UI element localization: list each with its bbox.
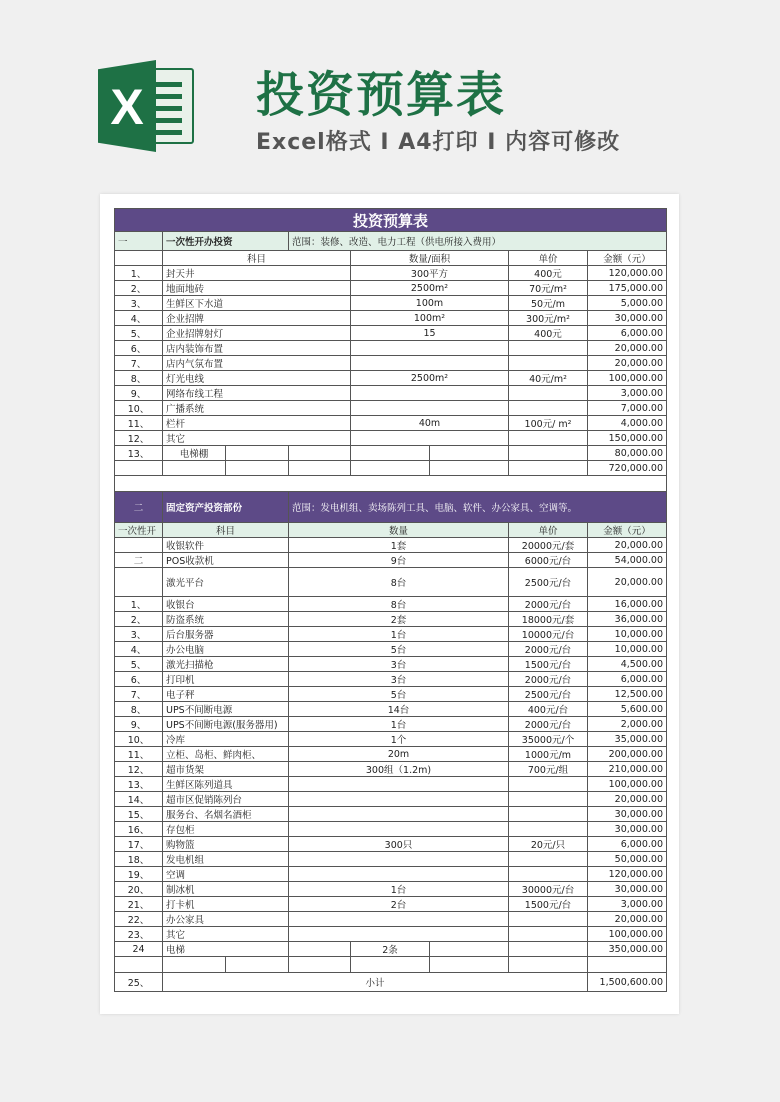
- table-row: [115, 717, 667, 732]
- row-item[interactable]: 生鲜区下水道: [163, 296, 351, 311]
- table-row: [115, 867, 667, 882]
- row-qty[interactable]: [289, 777, 509, 792]
- row-item[interactable]: 防盗系统: [163, 612, 289, 627]
- row-number[interactable]: 二: [115, 553, 163, 568]
- spreadsheet-sheet: [100, 194, 679, 1014]
- row-amount[interactable]: 200,000.00: [588, 747, 667, 762]
- cell[interactable]: [226, 957, 289, 973]
- row-qty[interactable]: 1台: [289, 717, 509, 732]
- row-amount[interactable]: 10,000.00: [588, 627, 667, 642]
- header-qty[interactable]: 数量/面积: [351, 251, 509, 266]
- sheet-title-row: [115, 209, 667, 232]
- row-amount[interactable]: 100,000.00: [588, 927, 667, 942]
- row-price[interactable]: 30000元/台: [509, 882, 588, 897]
- row-qty[interactable]: 15: [351, 326, 509, 341]
- row-number[interactable]: 11、: [115, 416, 163, 431]
- row-item[interactable]: 超市区促销陈列台: [163, 792, 289, 807]
- row-item[interactable]: 收银台: [163, 597, 289, 612]
- row-amount[interactable]: 50,000.00: [588, 852, 667, 867]
- row-price[interactable]: [509, 822, 588, 837]
- row-number[interactable]: 23、: [115, 927, 163, 942]
- row-amount[interactable]: 4,000.00: [588, 416, 667, 431]
- row-price[interactable]: 2500元/台: [509, 687, 588, 702]
- row-price[interactable]: [509, 431, 588, 446]
- row-qty[interactable]: 100m²: [351, 311, 509, 326]
- row-number[interactable]: 20、: [115, 882, 163, 897]
- table-row: [115, 296, 667, 311]
- row-item[interactable]: 购物篮: [163, 837, 289, 852]
- row-number[interactable]: 8、: [115, 371, 163, 386]
- row-price[interactable]: 10000元/台: [509, 627, 588, 642]
- row-item[interactable]: 生鲜区陈列道具: [163, 777, 289, 792]
- row-qty[interactable]: [351, 341, 509, 356]
- table-row: [115, 266, 667, 281]
- row-qty[interactable]: [289, 927, 509, 942]
- table-row: [115, 597, 667, 612]
- row-qty[interactable]: 300平方: [351, 266, 509, 281]
- table-row: [115, 371, 667, 386]
- row-price[interactable]: 400元: [509, 266, 588, 281]
- section1-scope[interactable]: 范围：装修、改造、电力工程（供电所接入费用）: [289, 232, 667, 251]
- row-qty[interactable]: [351, 431, 509, 446]
- row-price[interactable]: [509, 792, 588, 807]
- row-number[interactable]: 3、: [115, 627, 163, 642]
- section2-scope[interactable]: 范围：发电机组、卖场陈列工具、电脑、软件、办公家具、空调等。: [289, 492, 667, 523]
- row-qty[interactable]: [351, 401, 509, 416]
- row-amount[interactable]: 6,000.00: [588, 326, 667, 341]
- section2-column-headers: [115, 523, 667, 538]
- row-number[interactable]: 7、: [115, 356, 163, 371]
- row-amount[interactable]: 20,000.00: [588, 912, 667, 927]
- table-row: [115, 341, 667, 356]
- row-item[interactable]: 发电机组: [163, 852, 289, 867]
- row-item[interactable]: 企业招牌: [163, 311, 351, 326]
- row-number[interactable]: 12、: [115, 762, 163, 777]
- table-row: [115, 401, 667, 416]
- row-amount[interactable]: 30,000.00: [588, 882, 667, 897]
- row-number[interactable]: 19、: [115, 867, 163, 882]
- row-item[interactable]: 网络布线工程: [163, 386, 351, 401]
- row-amount[interactable]: 150,000.00: [588, 431, 667, 446]
- table-row: [115, 386, 667, 401]
- row-price[interactable]: [509, 341, 588, 356]
- table-row: [115, 912, 667, 927]
- row-amount[interactable]: 3,000.00: [588, 386, 667, 401]
- cell[interactable]: [351, 957, 430, 973]
- row-item[interactable]: 收银软件: [163, 538, 289, 553]
- row-number[interactable]: 22、: [115, 912, 163, 927]
- row-qty[interactable]: 1台: [289, 882, 509, 897]
- row-number[interactable]: 9、: [115, 386, 163, 401]
- row-price[interactable]: 400元: [509, 326, 588, 341]
- row-item[interactable]: POS收款机: [163, 553, 289, 568]
- row-number[interactable]: 10、: [115, 732, 163, 747]
- row-item[interactable]: 店内装饰布置: [163, 341, 351, 356]
- header-item[interactable]: 科目: [163, 251, 351, 266]
- row-amount[interactable]: 350,000.00: [588, 942, 667, 957]
- page-title: 投资预算表: [256, 67, 507, 123]
- row-price[interactable]: 1500元/台: [509, 657, 588, 672]
- cell[interactable]: [430, 942, 509, 957]
- row-price[interactable]: 700元/组: [509, 762, 588, 777]
- table-row: [115, 568, 667, 597]
- table-row: [115, 792, 667, 807]
- header-amount[interactable]: 金额（元）: [588, 523, 667, 538]
- row-amount[interactable]: 120,000.00: [588, 867, 667, 882]
- row-item[interactable]: UPS不间断电源(服务器用): [163, 717, 289, 732]
- row-qty[interactable]: [289, 807, 509, 822]
- table-row: [115, 852, 667, 867]
- row-item[interactable]: 电梯: [163, 942, 289, 957]
- table-row: [115, 356, 667, 371]
- row-qty[interactable]: 1套: [289, 538, 509, 553]
- cell[interactable]: [115, 461, 163, 476]
- row-price[interactable]: [509, 852, 588, 867]
- table-row: [115, 837, 667, 852]
- row-item[interactable]: 电梯棚: [163, 446, 226, 461]
- table-row: [115, 672, 667, 687]
- row-price[interactable]: 2000元/台: [509, 672, 588, 687]
- table-row: [115, 777, 667, 792]
- table-row: [115, 281, 667, 296]
- table-row: [115, 762, 667, 777]
- row-amount[interactable]: 35,000.00: [588, 732, 667, 747]
- cell[interactable]: [163, 461, 226, 476]
- cell[interactable]: [226, 446, 289, 461]
- table-row: [115, 807, 667, 822]
- row-item[interactable]: 地面地砖: [163, 281, 351, 296]
- cell[interactable]: [588, 957, 667, 973]
- cell[interactable]: [509, 957, 588, 973]
- row-qty[interactable]: [351, 356, 509, 371]
- cell[interactable]: [509, 446, 588, 461]
- row-amount[interactable]: 20,000.00: [588, 356, 667, 371]
- section2-name[interactable]: 固定资产投资部份: [163, 492, 289, 523]
- row-price[interactable]: 1500元/台: [509, 897, 588, 912]
- row-price[interactable]: 40元/m²: [509, 371, 588, 386]
- row-number[interactable]: 18、: [115, 852, 163, 867]
- cell[interactable]: [509, 461, 588, 476]
- row-item[interactable]: 制冰机: [163, 882, 289, 897]
- row-price[interactable]: 18000元/套: [509, 612, 588, 627]
- row-item[interactable]: 栏杆: [163, 416, 351, 431]
- row-price[interactable]: 2000元/台: [509, 642, 588, 657]
- row-qty[interactable]: 5台: [289, 642, 509, 657]
- row-qty[interactable]: 8台: [289, 597, 509, 612]
- row-item[interactable]: 立柜、岛柜、鲜肉柜、: [163, 747, 289, 762]
- row-amount[interactable]: 30,000.00: [588, 822, 667, 837]
- cell[interactable]: [289, 957, 351, 973]
- page-header: [0, 0, 780, 190]
- row-amount[interactable]: 36,000.00: [588, 612, 667, 627]
- row-item[interactable]: 服务台、名烟名酒柜: [163, 807, 289, 822]
- header-item[interactable]: 科目: [163, 523, 289, 538]
- row-number[interactable]: 1、: [115, 266, 163, 281]
- row-qty[interactable]: 2500m²: [351, 371, 509, 386]
- table-row: [115, 897, 667, 912]
- table-row: [115, 957, 667, 973]
- row-price[interactable]: 50元/m: [509, 296, 588, 311]
- table-row: [115, 882, 667, 897]
- row-amount[interactable]: 20,000.00: [588, 538, 667, 553]
- table-row: [115, 732, 667, 747]
- row-price[interactable]: 20000元/套: [509, 538, 588, 553]
- row-price[interactable]: 2000元/台: [509, 717, 588, 732]
- row-qty[interactable]: 2套: [289, 612, 509, 627]
- row-qty[interactable]: 300组（1.2m): [289, 762, 509, 777]
- row-qty[interactable]: [351, 386, 509, 401]
- row-amount[interactable]: 54,000.00: [588, 553, 667, 568]
- row-amount[interactable]: 4,500.00: [588, 657, 667, 672]
- row-amount[interactable]: 20,000.00: [588, 792, 667, 807]
- row-qty[interactable]: 20m: [289, 747, 509, 762]
- table-row: [115, 822, 667, 837]
- row-number[interactable]: 8、: [115, 702, 163, 717]
- header-amount[interactable]: 金额（元）: [588, 251, 667, 266]
- section1-name[interactable]: 一次性开办投资: [163, 232, 289, 251]
- excel-logo-icon: [98, 60, 194, 152]
- budget-table: [114, 208, 667, 992]
- row-price[interactable]: 20元/只: [509, 837, 588, 852]
- table-row: [115, 416, 667, 431]
- header-qty[interactable]: 数量: [289, 523, 509, 538]
- row-item[interactable]: 超市货架: [163, 762, 289, 777]
- row-number[interactable]: 4、: [115, 311, 163, 326]
- row-qty[interactable]: 9台: [289, 553, 509, 568]
- spacer-cell[interactable]: [115, 476, 667, 492]
- cell[interactable]: [163, 957, 226, 973]
- cell[interactable]: [509, 942, 588, 957]
- row-number[interactable]: 15、: [115, 807, 163, 822]
- row-qty[interactable]: 40m: [351, 416, 509, 431]
- row-qty[interactable]: 1台: [289, 627, 509, 642]
- row-amount[interactable]: 6,000.00: [588, 672, 667, 687]
- table-row: [115, 326, 667, 341]
- cell[interactable]: [430, 957, 509, 973]
- row-qty[interactable]: 2台: [289, 897, 509, 912]
- row-price[interactable]: [509, 807, 588, 822]
- row-number[interactable]: 17、: [115, 837, 163, 852]
- row-amount[interactable]: 3,000.00: [588, 897, 667, 912]
- row-number[interactable]: 5、: [115, 657, 163, 672]
- row-amount[interactable]: 12,500.00: [588, 687, 667, 702]
- spacer-row: [115, 476, 667, 492]
- row-item[interactable]: 存包柜: [163, 822, 289, 837]
- row-amount[interactable]: 5,600.00: [588, 702, 667, 717]
- page-subtitle: Excel格式 I A4打印 I 内容可修改: [256, 130, 621, 155]
- table-row: [115, 612, 667, 627]
- row-price[interactable]: 2500元/台: [509, 568, 588, 597]
- row-amount[interactable]: 16,000.00: [588, 597, 667, 612]
- row-price[interactable]: 70元/m²: [509, 281, 588, 296]
- row-amount[interactable]: 80,000.00: [588, 446, 667, 461]
- row-number[interactable]: 4、: [115, 642, 163, 657]
- section1-number[interactable]: 一: [115, 232, 163, 251]
- row-price[interactable]: [509, 912, 588, 927]
- row-number[interactable]: 12、: [115, 431, 163, 446]
- row-number[interactable]: 7、: [115, 687, 163, 702]
- row-amount[interactable]: 7,000.00: [588, 401, 667, 416]
- row-number[interactable]: 25、: [115, 973, 163, 992]
- cell[interactable]: [351, 461, 430, 476]
- row-price[interactable]: 6000元/台: [509, 553, 588, 568]
- row-qty[interactable]: 300只: [289, 837, 509, 852]
- header-blank[interactable]: [115, 251, 163, 266]
- table-row: [115, 942, 667, 957]
- row-qty[interactable]: 3台: [289, 672, 509, 687]
- row-item[interactable]: 店内气氛布置: [163, 356, 351, 371]
- row-qty[interactable]: 100m: [351, 296, 509, 311]
- row-number[interactable]: 11、: [115, 747, 163, 762]
- table-row: [115, 747, 667, 762]
- section2-number[interactable]: 二: [115, 492, 163, 523]
- header-price[interactable]: 单价: [509, 523, 588, 538]
- table-row: [115, 431, 667, 446]
- row-item[interactable]: 其它: [163, 927, 289, 942]
- table-row: [115, 687, 667, 702]
- row-amount[interactable]: 30,000.00: [588, 311, 667, 326]
- cell[interactable]: [351, 446, 430, 461]
- row-price[interactable]: [509, 777, 588, 792]
- table-row: [115, 657, 667, 672]
- row-amount[interactable]: 6,000.00: [588, 837, 667, 852]
- row-price[interactable]: 100元/ m²: [509, 416, 588, 431]
- table-row: [115, 927, 667, 942]
- row-amount[interactable]: 20,000.00: [588, 568, 667, 597]
- row-number[interactable]: [115, 538, 163, 553]
- row-price[interactable]: [509, 867, 588, 882]
- table-row: [115, 538, 667, 553]
- cell[interactable]: [289, 446, 351, 461]
- row-price[interactable]: 35000元/个: [509, 732, 588, 747]
- row-item[interactable]: 打卡机: [163, 897, 289, 912]
- section1-subtotal-row: [115, 461, 667, 476]
- section2-header-row: [115, 492, 667, 523]
- row-item[interactable]: 企业招牌射灯: [163, 326, 351, 341]
- cell[interactable]: [289, 942, 351, 957]
- row-item[interactable]: 办公家具: [163, 912, 289, 927]
- row-qty[interactable]: 3台: [289, 657, 509, 672]
- row-amount[interactable]: 210,000.00: [588, 762, 667, 777]
- row-item[interactable]: 打印机: [163, 672, 289, 687]
- table-row: [115, 702, 667, 717]
- row-price[interactable]: 2000元/台: [509, 597, 588, 612]
- row-number[interactable]: 5、: [115, 326, 163, 341]
- row-number[interactable]: 1、: [115, 597, 163, 612]
- row-number[interactable]: [115, 568, 163, 597]
- sheet-title: 投资预算表: [115, 209, 667, 232]
- row-price[interactable]: 400元/台: [509, 702, 588, 717]
- header-price[interactable]: 单价: [509, 251, 588, 266]
- row-qty[interactable]: 2500m²: [351, 281, 509, 296]
- row-item[interactable]: 办公电脑: [163, 642, 289, 657]
- row-item[interactable]: 灯光电线: [163, 371, 351, 386]
- row-amount[interactable]: 20,000.00: [588, 341, 667, 356]
- row-qty[interactable]: 8台: [289, 568, 509, 597]
- cell[interactable]: [226, 461, 289, 476]
- row-item[interactable]: 冷库: [163, 732, 289, 747]
- row-number[interactable]: 16、: [115, 822, 163, 837]
- row-number[interactable]: 9、: [115, 717, 163, 732]
- row-price[interactable]: [509, 927, 588, 942]
- row-amount[interactable]: 175,000.00: [588, 281, 667, 296]
- row-price[interactable]: 1000元/m: [509, 747, 588, 762]
- row-qty[interactable]: [289, 792, 509, 807]
- row-number[interactable]: 24: [115, 942, 163, 957]
- table-row: [115, 627, 667, 642]
- row-price[interactable]: [509, 401, 588, 416]
- header-no[interactable]: 一次性开: [115, 523, 163, 538]
- row-amount[interactable]: 30,000.00: [588, 807, 667, 822]
- row-qty[interactable]: 5台: [289, 687, 509, 702]
- row-item[interactable]: 激光扫描枪: [163, 657, 289, 672]
- section2-subtotal[interactable]: 1,500,600.00: [588, 973, 667, 992]
- row-price[interactable]: [509, 386, 588, 401]
- section1-subtotal[interactable]: 720,000.00: [588, 461, 667, 476]
- section1-header-row: [115, 232, 667, 251]
- row-number[interactable]: 2、: [115, 281, 163, 296]
- excel-logo-letter: X: [110, 79, 144, 135]
- row-amount[interactable]: 5,000.00: [588, 296, 667, 311]
- row-qty[interactable]: [289, 912, 509, 927]
- row-amount[interactable]: 100,000.00: [588, 777, 667, 792]
- row-qty[interactable]: [289, 822, 509, 837]
- row-item[interactable]: UPS不间断电源: [163, 702, 289, 717]
- table-row: [115, 446, 667, 461]
- row-qty[interactable]: 2条: [351, 942, 430, 957]
- row-number[interactable]: 21、: [115, 897, 163, 912]
- row-number[interactable]: 2、: [115, 612, 163, 627]
- row-price[interactable]: 300元/m²: [509, 311, 588, 326]
- row-item[interactable]: 封天井: [163, 266, 351, 281]
- row-qty[interactable]: [289, 852, 509, 867]
- cell[interactable]: [430, 461, 509, 476]
- row-amount[interactable]: 120,000.00: [588, 266, 667, 281]
- row-number[interactable]: 3、: [115, 296, 163, 311]
- cell[interactable]: [289, 461, 351, 476]
- row-price[interactable]: [509, 356, 588, 371]
- row-number[interactable]: 13、: [115, 446, 163, 461]
- row-amount[interactable]: 2,000.00: [588, 717, 667, 732]
- cell[interactable]: [430, 446, 509, 461]
- table-row: [115, 311, 667, 326]
- row-item[interactable]: 后台服务器: [163, 627, 289, 642]
- row-number[interactable]: 13、: [115, 777, 163, 792]
- row-number[interactable]: 6、: [115, 341, 163, 356]
- subtotal-label[interactable]: 小计: [163, 973, 588, 992]
- row-qty[interactable]: 1个: [289, 732, 509, 747]
- row-item[interactable]: 电子秤: [163, 687, 289, 702]
- table-row: [115, 553, 667, 568]
- row-number[interactable]: 10、: [115, 401, 163, 416]
- table-row: [115, 642, 667, 657]
- row-qty[interactable]: [289, 867, 509, 882]
- row-number[interactable]: 14、: [115, 792, 163, 807]
- section2-subtotal-row: [115, 973, 667, 992]
- row-amount[interactable]: 100,000.00: [588, 371, 667, 386]
- row-item[interactable]: 广播系统: [163, 401, 351, 416]
- row-item[interactable]: 空调: [163, 867, 289, 882]
- row-amount[interactable]: 10,000.00: [588, 642, 667, 657]
- cell[interactable]: [115, 957, 163, 973]
- section1-column-headers: [115, 251, 667, 266]
- row-number[interactable]: 6、: [115, 672, 163, 687]
- row-qty[interactable]: 14台: [289, 702, 509, 717]
- row-item[interactable]: 激光平台: [163, 568, 289, 597]
- row-item[interactable]: 其它: [163, 431, 351, 446]
